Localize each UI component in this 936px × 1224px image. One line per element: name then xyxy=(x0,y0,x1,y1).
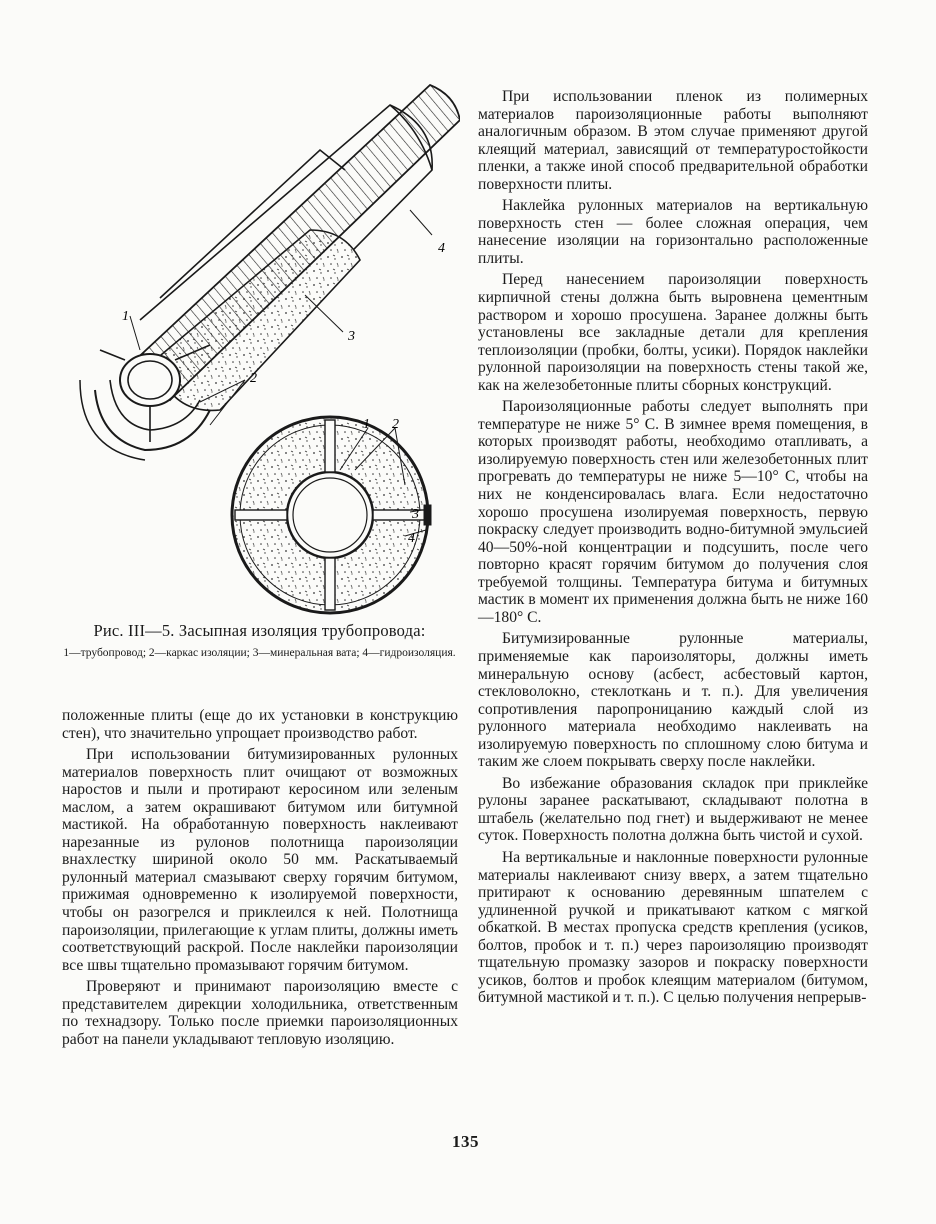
right-paragraph-4: Пароизоляционные работы следует выполнять при температуре не ниже 5° С. В зимнее время помещения, в которых производят работы, необходимо отапливать, а изолируемую поверхность стен или железобетонных плит прогревать до температуры не ниже 5—10° С, чтобы на них не конденсировалась влага. Если недостаточно хорошо просушена изолируемая поверхность, первую покраску следует производить водно-битумной эмульсией 40—50%-ной концентрации и подсушить, после чего повторно красят горячим битумом до получения слоя требуемой толщины. Температура битума и битумных мастик в момент их применения должна быть не ниже 160—180° С. xyxy=(478,398,868,626)
left-column xyxy=(62,707,458,1048)
label-3-section: 3 xyxy=(412,507,419,522)
figure-caption xyxy=(62,622,457,660)
label-2-section: 2 xyxy=(392,417,399,432)
label-4-section: 4 xyxy=(408,531,415,546)
left-paragraph-1: положенные плиты (еще до их установки в конструкцию стен), что значительно упрощает производство работ. xyxy=(62,707,458,742)
left-paragraph-3: Проверяют и принимают пароизоляцию вместе с представителем дирекции холодильника, ответственным по технадзору. Только после приемки пароизоляционных работ на панели укладывают тепловую изоляцию. xyxy=(62,978,458,1048)
right-paragraph-6: Во избежание образования складок при приклейке рулоны заранее раскатывают, складывают полотна в штабель (желательно под гнет) и выдерживают не менее суток. Поверхность полотна должна быть чистой и сухой. xyxy=(478,774,868,845)
figure-pipeline-insulation xyxy=(60,30,460,620)
pipe-perspective-view xyxy=(80,85,460,460)
label-4-perspective: 4 xyxy=(438,241,445,256)
label-3-perspective: 3 xyxy=(348,329,355,344)
left-paragraph-2: При использовании битумизированных рулонных материалов поверхность плит очищают от возможных наростов и пыли и протирают керосином или зеленым маслом, а затем окрашивают битумом или битумной мастикой. На обработанную поверхность наклеивают нарезанные из рулонов полотнища пароизоляции внахлестку шириной около 50 мм. Раскатываемый рулонный материал смазывают сверху горячим битумом, прижимая одновременно к изолируемой поверхности, чтобы он разогрелся и приклеился к ней. Полотнища пароизоляции, прилегающие к углам плиты, должны иметь соответствующий раскрой. После наклейки пароизоляции все швы тщательно промазывают горячим битумом. xyxy=(62,746,458,974)
pipe-cross-section xyxy=(232,417,431,613)
right-paragraph-1: При использовании пленок из полимерных материалов пароизоляционные работы выполняют аналогичным образом. В этом случае применяют другой клеящий материал, зависящий от температуростойкости пленки, а также иной способ предварительной обработки поверхности плиты. xyxy=(478,88,868,193)
label-2-perspective: 2 xyxy=(250,371,257,386)
right-paragraph-7: На вертикальные и наклонные поверхности рулонные материалы наклеивают снизу вверх, а затем тщательно притирают к основанию деревянным шпателем с удлиненной ручкой и прикатывают катком с мягкой обкаткой. В местах пропуска средств крепления (усиков, болтов, пробок и т. п.) через пароизоляцию производят тщательную промазку зазоров и покраску поверхности усиков, болтов и пробок клеящим материалом (битумом, битумной мастикой и т. п.). С целью получения непрерыв- xyxy=(478,848,868,1007)
right-paragraph-3: Перед нанесением пароизоляции поверхность кирпичной стены должна быть выровнена цементным раствором и хорошо просушена. Заранее должны быть установлены все закладные детали для крепления теплоизоляции (пробки, болты, усики). Порядок наклейки рулонной пароизоляции на поверхность стены такой же, как на железобетонные плиты сборных конструкций. xyxy=(478,271,868,394)
right-paragraph-2: Наклейка рулонных материалов на вертикальную поверхность стен — более сложная операция, чем нанесение изоляции на горизонтально расположенные плиты. xyxy=(478,197,868,267)
caption-legend: 1—трубопровод; 2—каркас изоляции; 3—минеральная вата; 4—гидроизоляция. xyxy=(63,646,456,659)
caption-title: Рис. III—5. Засыпная изоляция трубопровода: xyxy=(93,621,426,640)
page-number: 135 xyxy=(452,1132,479,1151)
right-paragraph-5: Битумизированные рулонные материалы, применяемые как пароизоляторы, должны иметь минеральную основу (асбест, асбестовый картон, стекловолокно, стеклоткань и т. п.). Для увеличения сопротивления паропроницанию каждый слой из рулонного материала необходимо наклеивать на изолируемую поверхность по сплошному слою битума и таким же слоем покрывать сверху после наклейки. xyxy=(478,630,868,771)
right-column xyxy=(478,88,868,1007)
pipeline-illustration xyxy=(60,30,460,620)
label-1-section: 1 xyxy=(363,417,370,432)
label-1-perspective: 1 xyxy=(122,309,129,324)
